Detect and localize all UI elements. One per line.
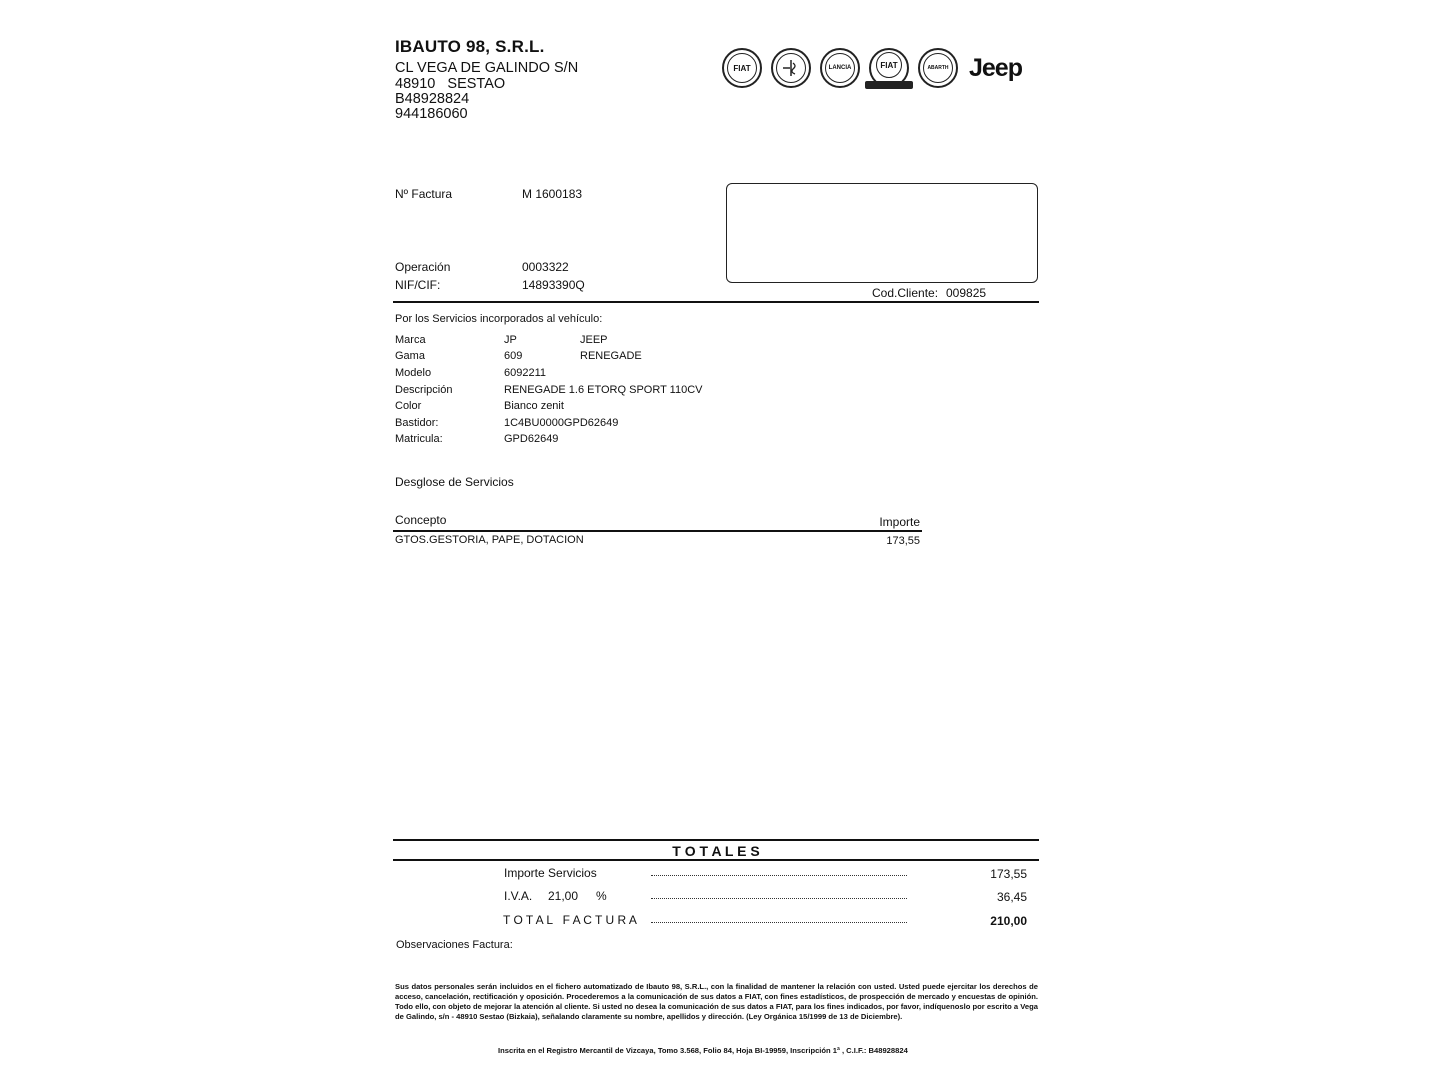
company-cif: B48928824 — [395, 91, 470, 107]
company-city: 48910 SESTAO — [395, 76, 506, 92]
abarth-logo-icon: ABARTH — [918, 48, 958, 88]
concepto-header: Concepto — [395, 513, 447, 527]
cod-cliente-label: Cod.Cliente: — [872, 286, 939, 300]
leader-dots — [651, 875, 907, 876]
leader-dots — [651, 922, 907, 923]
iva-value: 36,45 — [996, 890, 1027, 904]
nif-label: NIF/CIF: — [395, 278, 441, 292]
alfa-romeo-logo-icon — [771, 48, 811, 88]
vehicle-row-label: Descripción — [395, 384, 453, 396]
vehicle-row-code: Bianco zenit — [504, 400, 564, 412]
vehicle-row-code: 6092211 — [504, 367, 547, 379]
brand-logos — [722, 44, 1022, 92]
total-factura-label: T O T A L F A C T U R A — [503, 913, 637, 927]
service-amount: 173,55 — [886, 535, 920, 547]
importe-header: Importe — [879, 515, 920, 529]
jeep-logo-icon: Jeep — [969, 53, 1022, 82]
vehicle-row-label: Color — [395, 400, 422, 412]
header-divider — [393, 301, 1039, 303]
services-title: Desglose de Servicios — [395, 475, 514, 489]
importe-servicios-value: 173,55 — [990, 867, 1027, 881]
factura-label: Nº Factura — [395, 187, 453, 201]
vehicle-row-value: JEEP — [580, 334, 608, 346]
totals-bottom-divider — [393, 859, 1039, 861]
vehicle-row-label: Gama — [395, 350, 425, 362]
vehicle-row-code: JP — [504, 334, 517, 346]
company-name: IBAUTO 98, S.R.L. — [395, 37, 545, 56]
vehicle-intro: Por los Servicios incorporados al vehículo: — [395, 313, 603, 325]
vehicle-row-code: 1C4BU0000GPD62649 — [504, 417, 619, 429]
company-phone: 944186060 — [395, 106, 468, 122]
nif-value: 14893390Q — [522, 278, 585, 292]
fiat-professional-logo-icon: FIAT — [869, 48, 909, 88]
total-factura-value: 210,00 — [990, 914, 1027, 928]
fiat-logo-icon: FIAT — [722, 48, 762, 88]
cod-cliente-value: 009825 — [946, 286, 987, 300]
operacion-value: 0003322 — [522, 260, 569, 274]
service-concept: GTOS.GESTORIA, PAPE, DOTACION — [395, 534, 584, 546]
iva-percent: % — [596, 889, 607, 903]
client-address-box — [726, 183, 1038, 283]
vehicle-row-code: GPD62649 — [504, 433, 559, 445]
vehicle-row-value: RENEGADE — [580, 350, 642, 362]
leader-dots — [651, 898, 907, 899]
factura-value: M 1600183 — [522, 187, 583, 201]
privacy-notice: Sus datos personales serán incluidos en el fichero automatizado de Ibauto 98, S.R.L., con la finalidad de mantener la relación con usted. Usted puede ejercitar los derechos de acceso, cancelación, rectificación y oposición. Procederemos a la comunicación de sus datos a FIAT, con fines estadísticos, de prospección de mercado y encuestas de opinión. Todo ello, con objeto de mejorar la atención al cliente. Si usted no desea la comunicación de sus datos a FIAT, para los fines indicados, por favor, indíquenoslo por escrito a Vega de Galindo, s/n - 48910 Sestao (Bizkaia), señalando claramente su nombre, apellidos y dirección. (Ley Orgánica 15/1999 de 13 de Diciembre). — [395, 982, 1038, 1021]
company-address: CL VEGA DE GALINDO S/N — [395, 60, 579, 76]
iva-rate: 21,00 — [548, 889, 579, 903]
totals-title: T O T A L E S — [672, 843, 760, 859]
vehicle-row-code: RENEGADE 1.6 ETORQ SPORT 110CV — [504, 384, 703, 396]
lancia-logo-icon: LANCIA — [820, 48, 860, 88]
importe-servicios-label: Importe Servicios — [504, 866, 597, 880]
iva-label: I.V.A. — [504, 889, 533, 903]
services-divider — [393, 530, 922, 532]
totals-top-divider — [393, 839, 1039, 841]
operacion-label: Operación — [395, 260, 451, 274]
vehicle-row-code: 609 — [504, 350, 523, 362]
observaciones-label: Observaciones Factura: — [396, 939, 513, 951]
vehicle-row-label: Modelo — [395, 367, 432, 379]
vehicle-row-label: Marca — [395, 334, 426, 346]
vehicle-row-label: Matricula: — [395, 433, 443, 445]
registry-footer: Inscrita en el Registro Mercantil de Vizcaya, Tomo 3.568, Folio 84, Hoja BI-19959, Inscripción 1ª , C.I.F.: B48928824 — [498, 1046, 908, 1055]
vehicle-row-label: Bastidor: — [395, 417, 439, 429]
